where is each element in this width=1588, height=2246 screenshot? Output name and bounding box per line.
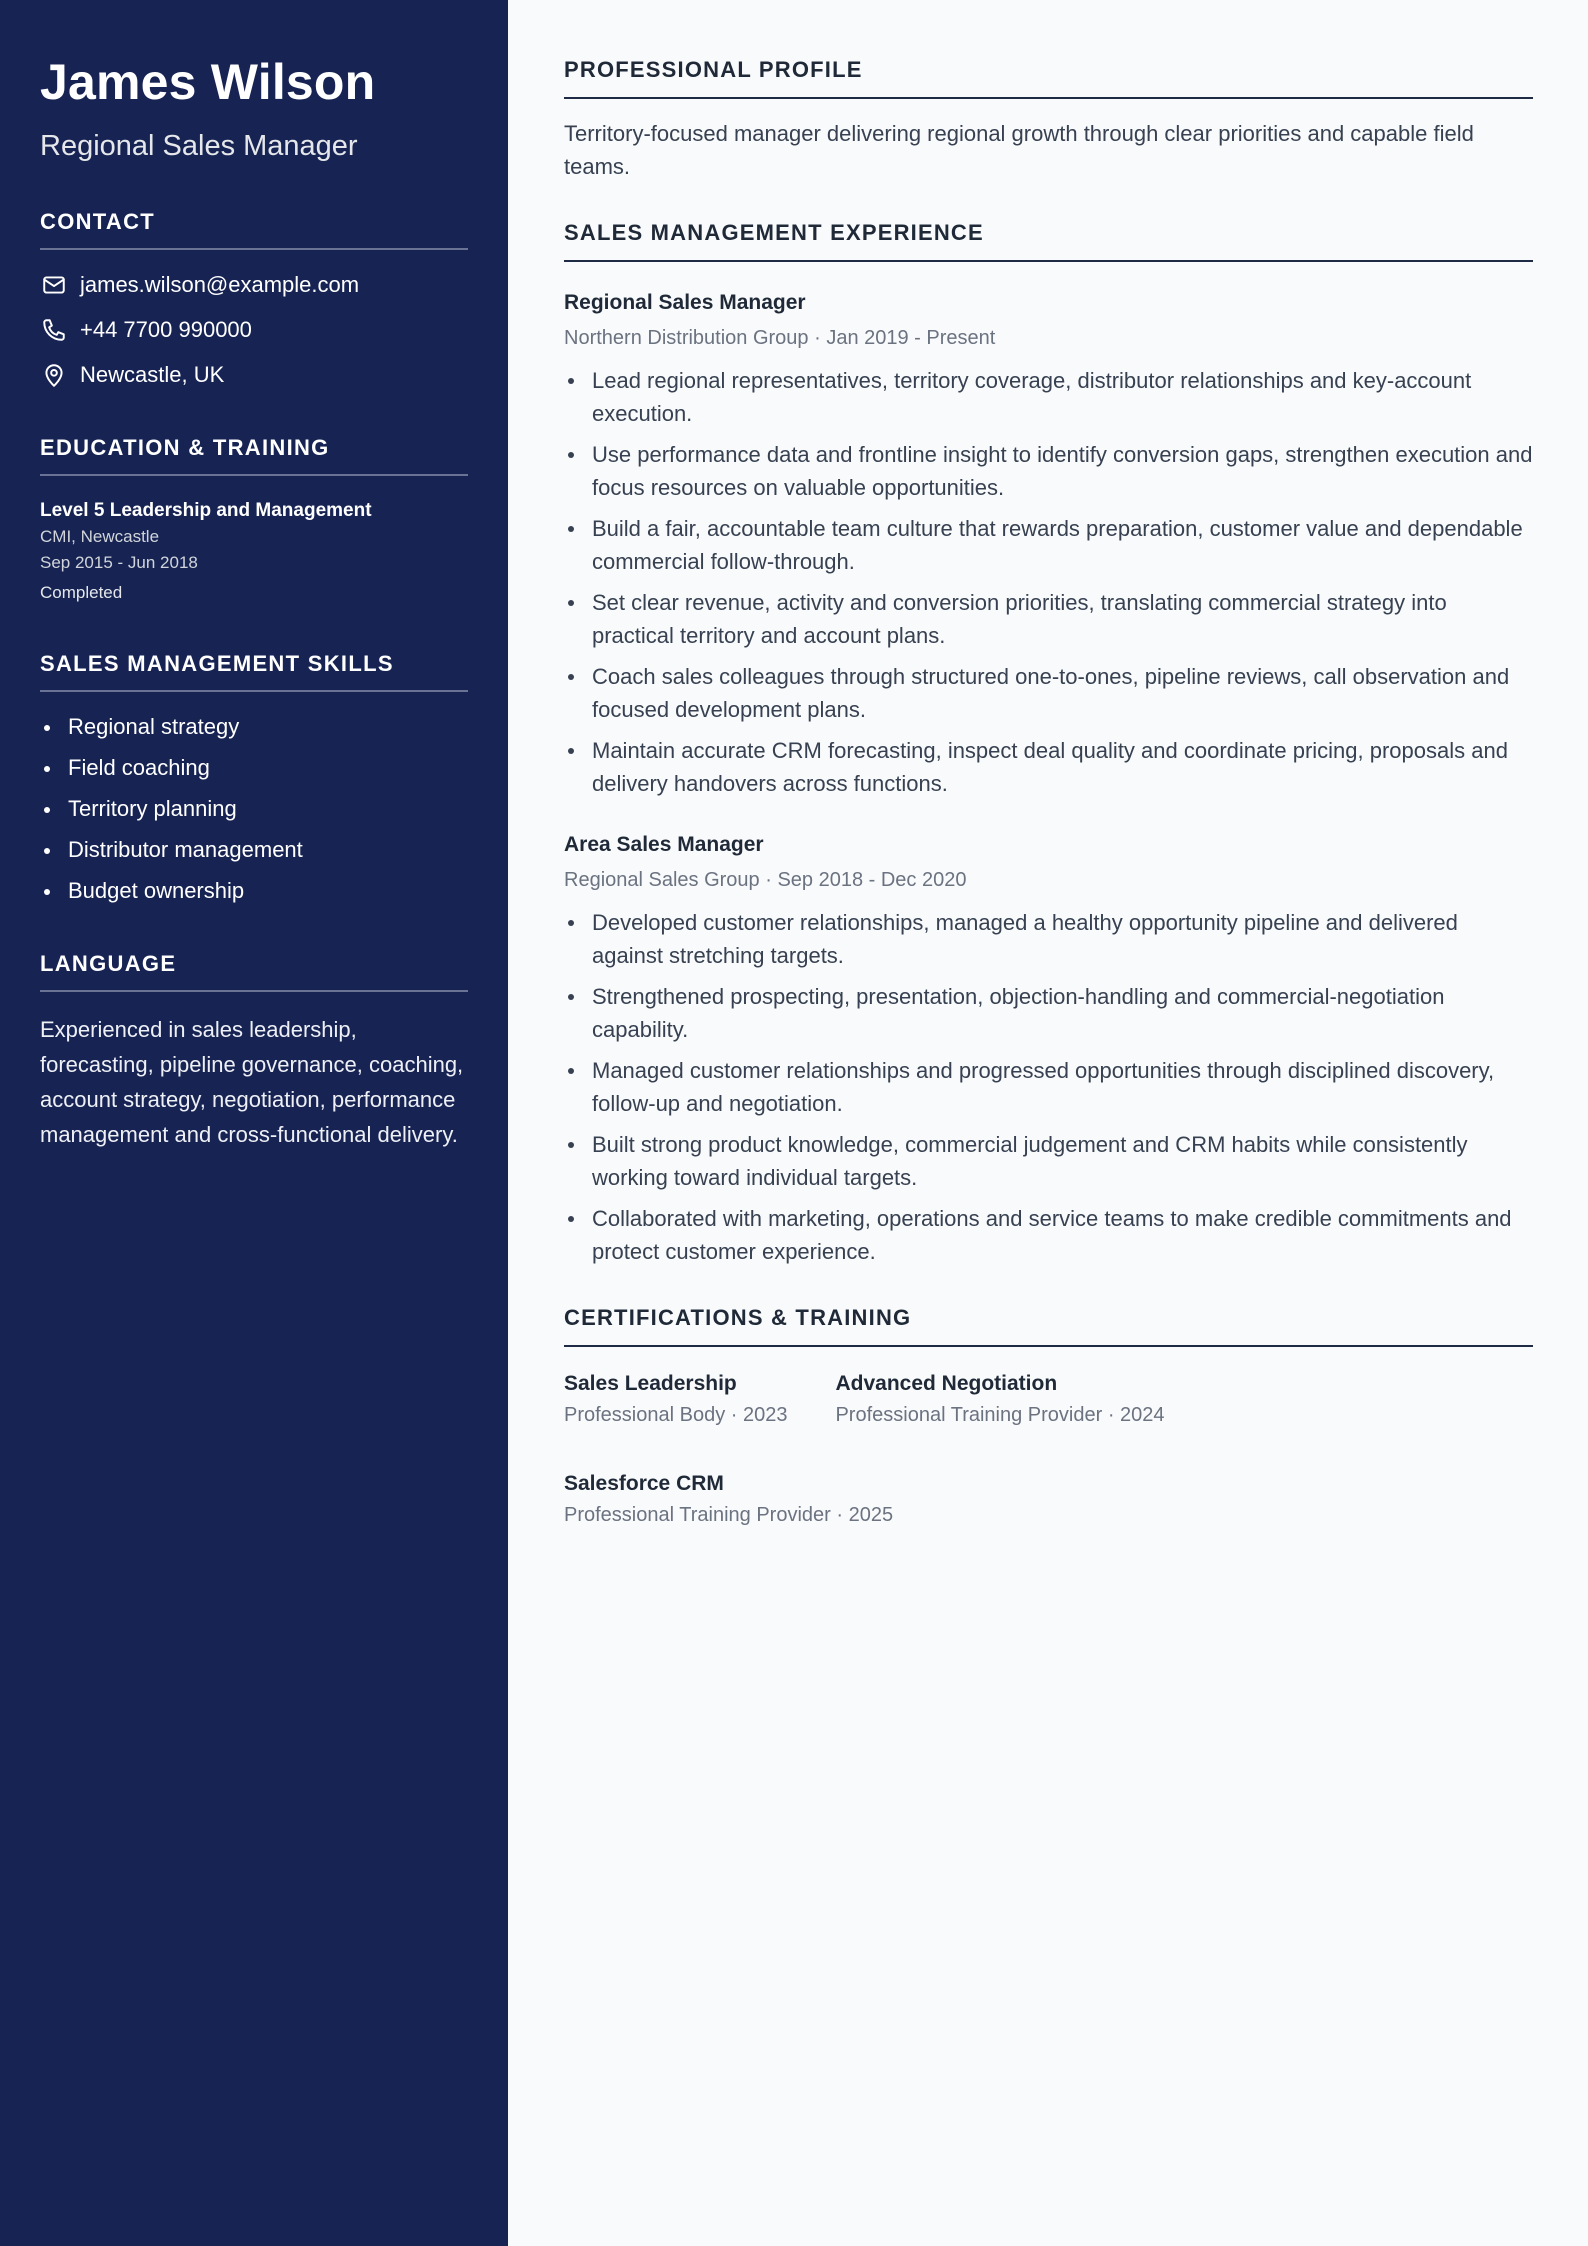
profile-heading: PROFESSIONAL PROFILE (564, 56, 1533, 99)
job-bullet: Developed customer relationships, managed a healthy opportunity pipeline and delivered against stretching targets. (564, 906, 1533, 972)
phone-text[interactable]: +44 7700 990000 (80, 317, 252, 342)
certifications-grid (564, 1369, 1533, 1529)
experience-section (564, 219, 1533, 1268)
skills-section (40, 650, 468, 906)
job-bullet: Collaborated with marketing, operations and service teams to make credible commitments and protect customer experience. (564, 1202, 1533, 1268)
certification-meta: Professional Training Provider · 2025 (564, 1504, 894, 1526)
skill-item: Field coaching (40, 753, 468, 783)
location-text: Newcastle, UK (80, 362, 225, 387)
certifications-section (564, 1304, 1533, 1529)
job-bullet: Built strong product knowledge, commercial judgement and CRM habits while consistently working toward individual targets. (564, 1128, 1533, 1194)
contact-location (40, 360, 468, 390)
mail-icon (40, 271, 68, 299)
certification-meta: Professional Body · 2023 (564, 1404, 788, 1426)
certification-name: Salesforce CRM (564, 1472, 724, 1495)
certification-item (564, 1369, 787, 1429)
experience-heading: SALES MANAGEMENT EXPERIENCE (564, 219, 1533, 262)
job-entry (564, 288, 1533, 800)
job-bullet: Use performance data and frontline insight to identify conversion gaps, strengthen execution and focus resources on valuable opportunities. (564, 438, 1533, 504)
contact-phone[interactable] (40, 315, 468, 345)
job-bullet: Managed customer relationships and progressed opportunities through disciplined discovery, follow-up and negotiation. (564, 1054, 1533, 1120)
education-institution: CMI, Newcastle (40, 527, 160, 546)
profile-section (564, 56, 1533, 183)
job-meta: Regional Sales Group · Sep 2018 - Dec 2020 (564, 869, 967, 891)
map-pin-icon (40, 361, 68, 389)
contact-list (40, 270, 468, 390)
phone-icon (40, 316, 68, 344)
language-heading: LANGUAGE (40, 950, 468, 992)
skills-heading: SALES MANAGEMENT SKILLS (40, 650, 468, 692)
certification-name: Advanced Negotiation (835, 1372, 1058, 1395)
job-bullet: Coach sales colleagues through structured one-to-ones, pipeline reviews, call observation and focused development plans. (564, 660, 1533, 726)
contact-email[interactable] (40, 270, 468, 300)
job-title: Regional Sales Manager (564, 291, 806, 314)
main-content (508, 0, 1588, 2246)
language-section (40, 950, 468, 1152)
certification-item (835, 1369, 1164, 1429)
job-bullets (564, 364, 1533, 800)
profile-text: Territory-focused manager delivering regional growth through clear priorities and capable field teams. (564, 121, 1474, 179)
certification-name: Sales Leadership (564, 1372, 737, 1395)
education-dates: Sep 2015 - Jun 2018 (40, 553, 198, 572)
job-meta: Northern Distribution Group · Jan 2019 - Present (564, 327, 996, 349)
certification-item (564, 1469, 893, 1529)
skill-item: Regional strategy (40, 712, 468, 742)
job-bullet: Set clear revenue, activity and conversion priorities, translating commercial strategy into practical territory and account plans. (564, 586, 1533, 652)
education-status: Completed (40, 583, 123, 602)
education-title: Level 5 Leadership and Management (40, 500, 372, 521)
skill-item: Budget ownership (40, 876, 468, 906)
contact-section (40, 208, 468, 390)
skills-list (40, 712, 468, 906)
education-section (40, 434, 468, 606)
candidate-role: Regional Sales Manager (40, 130, 358, 162)
skill-item: Distributor management (40, 835, 468, 865)
language-text: Experienced in sales leadership, forecasting, pipeline governance, coaching, account strategy, negotiation, performance management and cross-functional delivery. (40, 1017, 464, 1147)
job-bullet: Lead regional representatives, territory coverage, distributor relationships and key-account execution. (564, 364, 1533, 430)
candidate-name: James Wilson (40, 54, 376, 110)
contact-heading: CONTACT (40, 208, 468, 250)
email-text[interactable]: james.wilson@example.com (80, 272, 360, 297)
job-bullet: Strengthened prospecting, presentation, objection-handling and commercial-negotiation capability. (564, 980, 1533, 1046)
certification-meta: Professional Training Provider · 2024 (835, 1404, 1165, 1426)
certifications-heading: CERTIFICATIONS & TRAINING (564, 1304, 1533, 1347)
job-bullet: Build a fair, accountable team culture that rewards preparation, customer value and dependable commercial follow-through. (564, 512, 1533, 578)
job-bullets (564, 906, 1533, 1268)
job-entry (564, 830, 1533, 1268)
sidebar (0, 0, 508, 2246)
job-title: Area Sales Manager (564, 833, 764, 856)
education-heading: EDUCATION & TRAINING (40, 434, 468, 476)
job-bullet: Maintain accurate CRM forecasting, inspect deal quality and coordinate pricing, proposals and delivery handovers across functions. (564, 734, 1533, 800)
skill-item: Territory planning (40, 794, 468, 824)
